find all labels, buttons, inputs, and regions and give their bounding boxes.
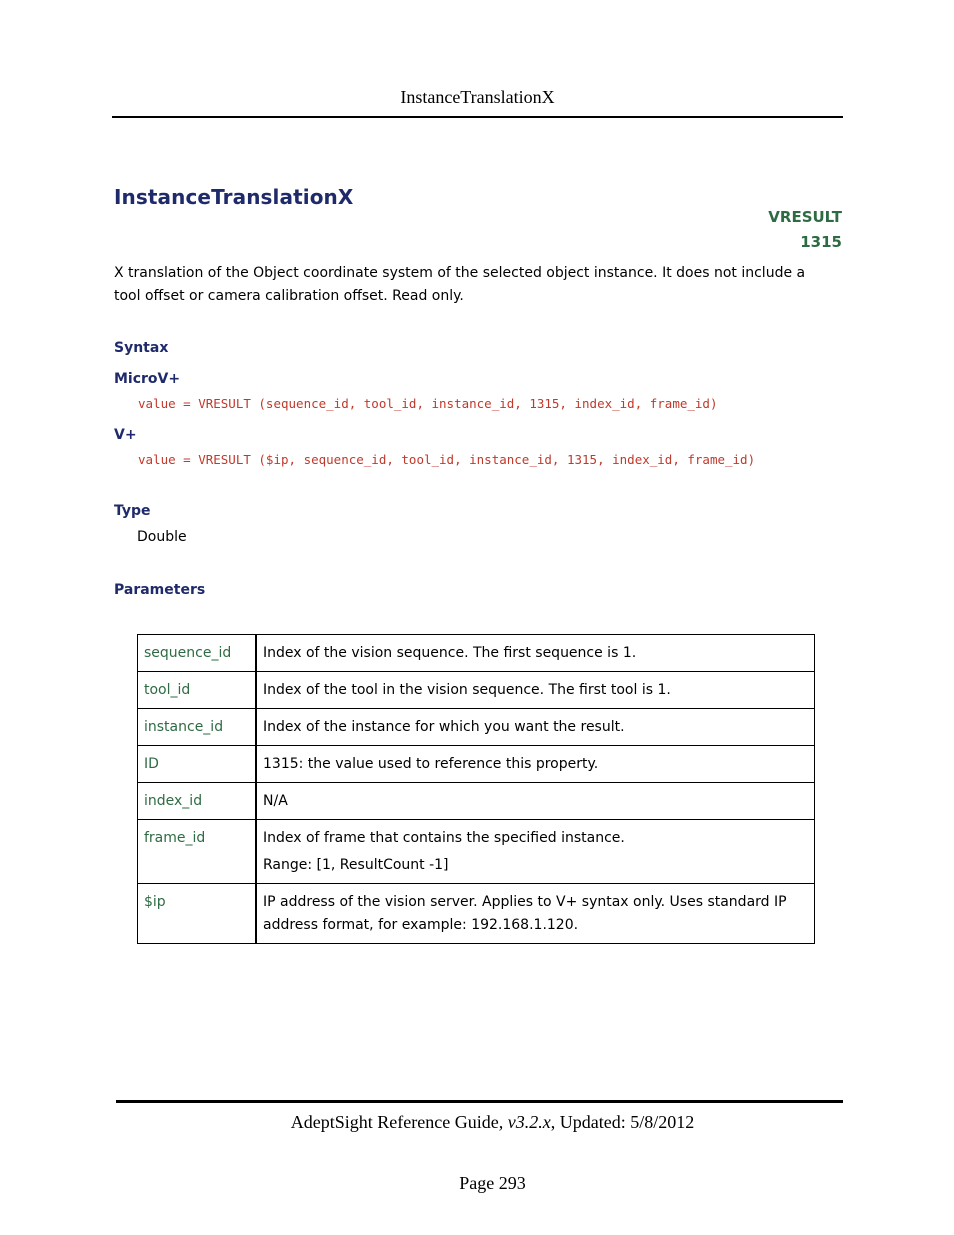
param-description: IP address of the vision server. Applies to V+ syntax only. Uses standard IP address format, for example: 192.168.1.120. [256,884,815,944]
param-description: Index of the vision sequence. The first sequence is 1. [256,635,815,672]
type-heading: Type [114,503,151,519]
guide-title: AdeptSight Reference Guide [290,1112,499,1132]
parameters-heading: Parameters [114,582,206,598]
table-row [138,635,815,672]
param-description: Index of the instance for which you want the result. [256,709,815,746]
microv-label: MicroV+ [114,371,181,387]
footer-guide-line [116,1112,869,1133]
keyword-code: 1315 [800,233,842,251]
type-value: Double [137,529,187,545]
table-row [138,884,815,944]
param-description [256,820,815,884]
param-range: Range: [1, ResultCount -1] [263,857,449,873]
footer-divider [116,1100,843,1103]
vplus-label: V+ [114,427,137,443]
param-name: $ip [138,884,257,944]
param-name: instance_id [138,709,257,746]
description: X translation of the Object coordinate system of the selected object instance. It does not include a tool offset or camera calibration offset. Read only. [114,265,806,304]
page-title: InstanceTranslationX [114,185,354,209]
table-row [138,672,815,709]
param-description: N/A [256,783,815,820]
param-description: Index of the tool in the vision sequence. The first tool is 1. [256,672,815,709]
param-description: 1315: the value used to reference this property. [256,746,815,783]
parameters-table [137,634,815,944]
running-header: InstanceTranslationX [400,87,555,107]
param-name: index_id [138,783,257,820]
param-name: sequence_id [138,635,257,672]
param-name: frame_id [138,820,257,884]
param-name: ID [138,746,257,783]
keyword-name: VRESULT [768,208,842,226]
table-row [138,709,815,746]
guide-updated: , Updated: 5/8/2012 [550,1112,695,1132]
page-number: Page 293 [459,1173,526,1193]
table-row [138,820,815,884]
guide-version: , v3.2.x [498,1112,551,1132]
microv-code: value = VRESULT (sequence_id, tool_id, instance_id, 1315, index_id, frame_id) [138,396,718,411]
table-row [138,746,815,783]
vplus-code: value = VRESULT ($ip, sequence_id, tool_id, instance_id, 1315, index_id, frame_id) [138,452,756,467]
table-row [138,783,815,820]
syntax-heading: Syntax [114,340,169,356]
header-divider [112,116,843,118]
param-name: tool_id [138,672,257,709]
param-description-line: Index of frame that contains the specified instance. [263,830,625,846]
